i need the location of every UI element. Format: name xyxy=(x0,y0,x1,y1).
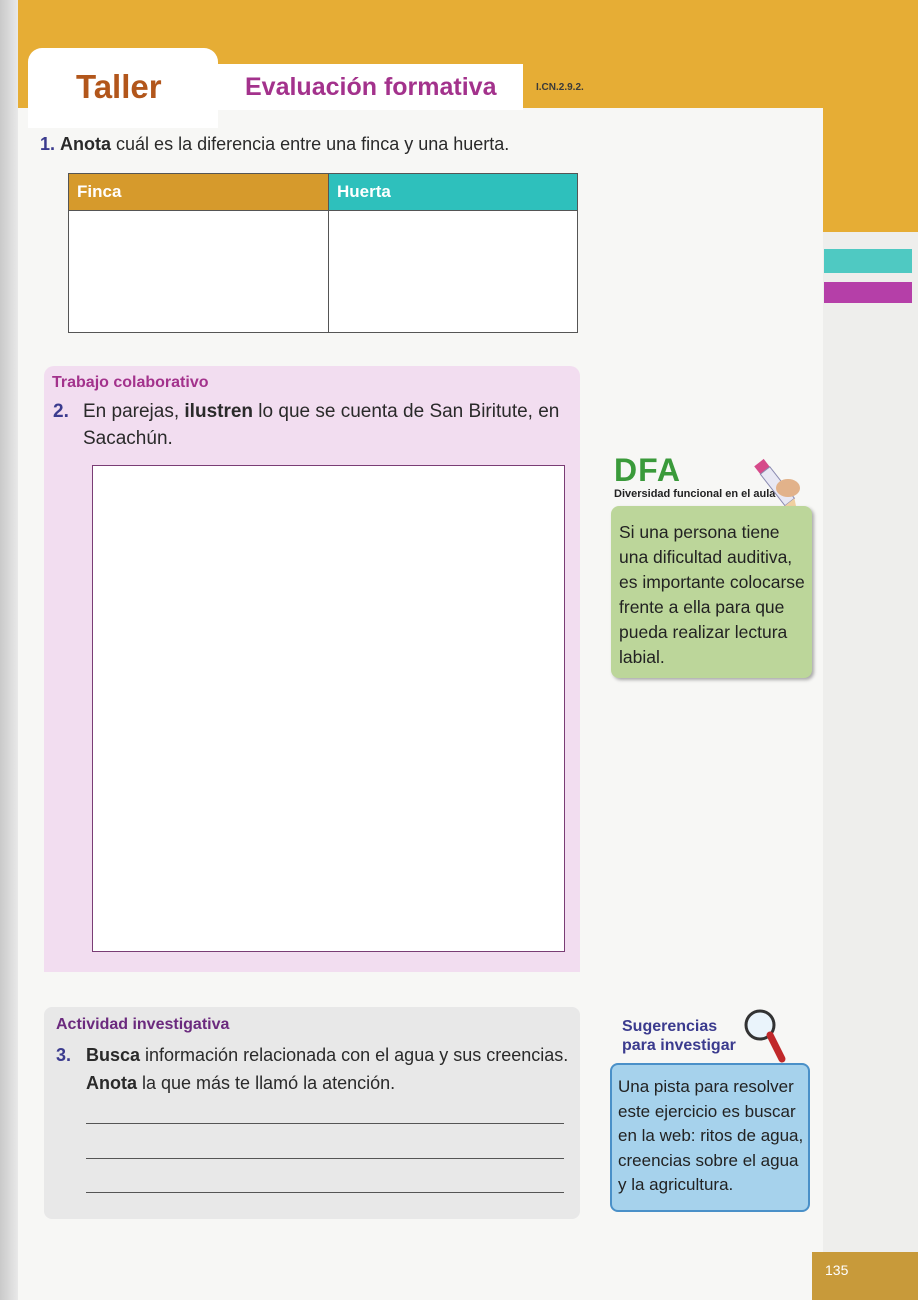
answer-line[interactable] xyxy=(86,1158,564,1159)
question-1-verb: Anota xyxy=(60,134,112,154)
question-3-number: 3. xyxy=(56,1045,72,1065)
question-1-text: cuál es la diferencia entre una finca y una huerta. xyxy=(111,134,510,154)
suggestions-title: Sugerencias para investigar xyxy=(622,1018,736,1054)
collaborative-title: Trabajo colaborativo xyxy=(52,374,209,391)
suggestions-body: Una pista para resolver este ejercicio es buscar en la web: ritos de agua, creencias sobre el agua y la agricultura. xyxy=(618,1077,804,1194)
question-2-number: 2. xyxy=(53,401,69,422)
question-3-text-2: la que más te llamó la atención. xyxy=(137,1073,396,1093)
question-2-text-before: En parejas, xyxy=(83,401,185,422)
question-2-verb: ilustren xyxy=(184,401,254,422)
investigative-box xyxy=(44,1007,580,1219)
dfa-title: DFA xyxy=(614,452,681,488)
dfa-body: Si una persona tiene una dificultad auditiva, es importante colocarse frente a ella para que pueda realizar lectura labial. xyxy=(619,522,805,667)
page-binding-edge xyxy=(0,0,18,1300)
answer-cell-finca[interactable] xyxy=(69,211,329,333)
magnifier-icon xyxy=(740,1005,788,1065)
page-title: Evaluación formativa xyxy=(245,73,497,101)
question-1 xyxy=(40,134,509,155)
right-margin xyxy=(823,232,918,1300)
question-3-verb-2: Anota xyxy=(86,1073,137,1093)
comparison-table xyxy=(68,173,578,333)
curriculum-code: I.CN.2.9.2. xyxy=(536,82,584,93)
drawing-area[interactable] xyxy=(92,465,565,952)
side-tab-teal xyxy=(824,249,912,273)
answer-line[interactable] xyxy=(86,1123,564,1124)
question-3-text-1: información relacionada con el agua y sus creencias. xyxy=(140,1045,569,1065)
section-label: Taller xyxy=(76,68,162,105)
table-header-huerta: Huerta xyxy=(329,174,578,211)
question-2-text-after: lo que se cuenta de San Biritute, en xyxy=(253,401,560,422)
answer-cell-huerta[interactable] xyxy=(329,211,578,333)
side-tab-magenta xyxy=(824,282,912,303)
dfa-subtitle: Diversidad funcional en el aula xyxy=(614,488,776,500)
question-3 xyxy=(56,1041,576,1097)
answer-line[interactable] xyxy=(86,1192,564,1193)
table-header-finca: Finca xyxy=(69,174,329,211)
question-2 xyxy=(53,398,573,452)
question-1-number: 1. xyxy=(40,134,56,154)
investigative-title: Actividad investigativa xyxy=(56,1016,230,1033)
page-number: 135 xyxy=(825,1262,849,1278)
question-2-line2: Sacachún. xyxy=(83,428,173,449)
question-3-verb-1: Busca xyxy=(86,1045,141,1065)
